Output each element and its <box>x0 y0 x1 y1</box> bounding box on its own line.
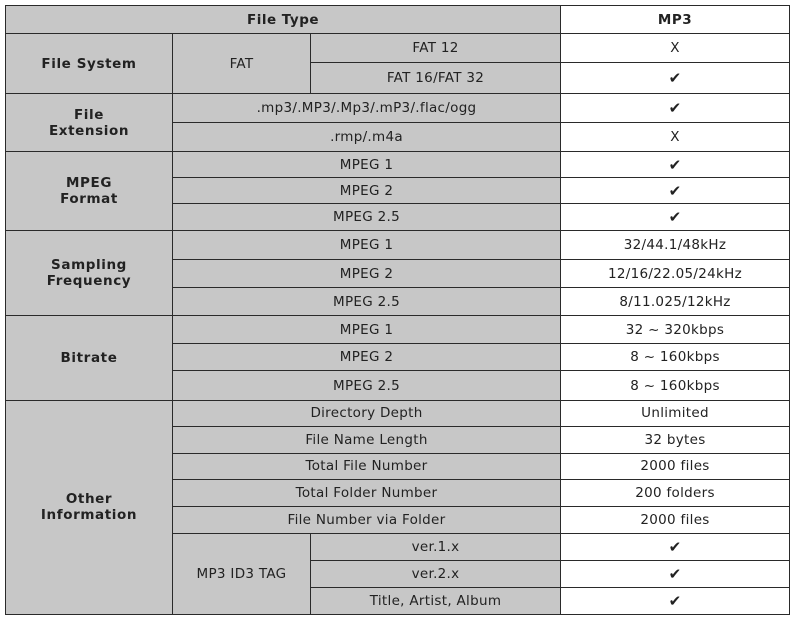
header-row <box>6 6 790 34</box>
row-value: 200 folders <box>561 479 790 506</box>
category-label-line: Extension <box>48 122 130 139</box>
row-label: Total Folder Number <box>173 479 561 506</box>
check-icon: ✔ <box>561 152 790 178</box>
row-label: MPEG 2 <box>173 178 561 204</box>
row-label: FAT 16/FAT 32 <box>311 63 561 94</box>
row-label: Directory Depth <box>173 400 561 426</box>
check-icon: ✔ <box>561 587 790 614</box>
row-label: ver.2.x <box>311 560 561 587</box>
row-value: 2000 files <box>561 506 790 533</box>
category-label-line: Frequency <box>46 273 132 290</box>
row-value: X <box>561 123 790 152</box>
row-label: File Name Length <box>173 426 561 453</box>
file-system-label: File System <box>6 34 173 94</box>
table-row <box>6 152 790 178</box>
row-label: MPEG 2 <box>173 344 561 371</box>
row-value: 32 ~ 320kbps <box>561 316 790 344</box>
category-label-line: Information <box>40 507 138 524</box>
category-label-line: Sampling <box>51 257 127 274</box>
row-value: 8/11.025/12kHz <box>561 288 790 316</box>
row-label: MPEG 1 <box>173 152 561 178</box>
fat-label: FAT <box>173 34 311 94</box>
row-label: .mp3/.MP3/.Mp3/.mP3/.flac/ogg <box>173 94 561 123</box>
row-value: 2000 files <box>561 453 790 479</box>
check-icon: ✔ <box>561 63 790 94</box>
row-value: 32/44.1/48kHz <box>561 231 790 260</box>
row-label: MPEG 2.5 <box>173 288 561 316</box>
category-label-line: File <box>73 106 105 123</box>
file-extension-label <box>6 94 173 152</box>
row-value: Unlimited <box>561 400 790 426</box>
check-icon: ✔ <box>561 94 790 123</box>
row-label: MPEG 2 <box>173 260 561 288</box>
bitrate-label: Bitrate <box>6 316 173 400</box>
row-value: 8 ~ 160kbps <box>561 344 790 371</box>
mp3-header: MP3 <box>561 6 790 34</box>
file-type-header: File Type <box>6 6 561 34</box>
row-value: X <box>561 34 790 63</box>
table-row <box>6 94 790 123</box>
check-icon: ✔ <box>561 533 790 560</box>
row-label: MPEG 1 <box>173 316 561 344</box>
row-value: 8 ~ 160kbps <box>561 371 790 400</box>
category-label-line: MPEG <box>65 175 113 192</box>
row-label: Title, Artist, Album <box>311 587 561 614</box>
row-label: MPEG 2.5 <box>173 204 561 231</box>
table-row <box>6 400 790 426</box>
other-information-label <box>6 400 173 614</box>
row-label: .rmp/.m4a <box>173 123 561 152</box>
row-label: File Number via Folder <box>173 506 561 533</box>
mpeg-format-label <box>6 152 173 231</box>
row-label: MPEG 2.5 <box>173 371 561 400</box>
check-icon: ✔ <box>561 204 790 231</box>
row-label: Total File Number <box>173 453 561 479</box>
table-row <box>6 34 790 63</box>
row-value: 12/16/22.05/24kHz <box>561 260 790 288</box>
table-row <box>6 316 790 344</box>
id3-tag-label: MP3 ID3 TAG <box>173 533 311 614</box>
sampling-frequency-label <box>6 231 173 316</box>
row-label: MPEG 1 <box>173 231 561 260</box>
row-label: FAT 12 <box>311 34 561 63</box>
check-icon: ✔ <box>561 560 790 587</box>
row-value: 32 bytes <box>561 426 790 453</box>
table-row <box>6 231 790 260</box>
category-label-line: Format <box>60 191 118 208</box>
file-support-table <box>5 5 790 615</box>
category-label-line: Other <box>65 491 113 508</box>
row-label: ver.1.x <box>311 533 561 560</box>
check-icon: ✔ <box>561 178 790 204</box>
